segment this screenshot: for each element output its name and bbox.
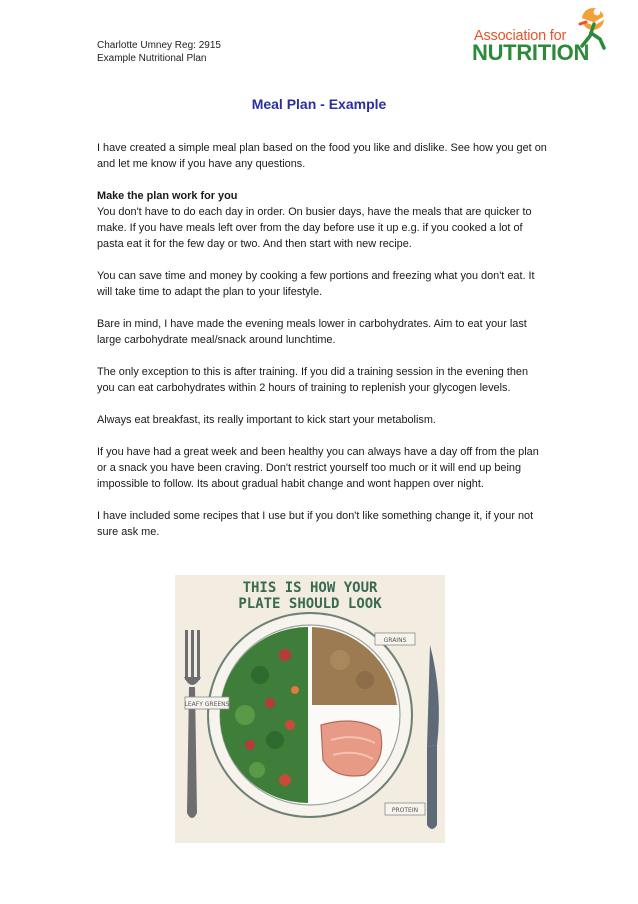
header-info <box>97 39 221 65</box>
intro-paragraph: I have created a simple meal plan based on the food you like and dislike. See how you get on and let me know if you have any questions. <box>97 142 547 170</box>
recipes-paragraph: I have included some recipes that I use but if you don't like something change it, if your not sure ask me. <box>97 510 534 538</box>
grains-label: GRAINS <box>383 637 407 644</box>
page-title: Meal Plan - Example <box>251 96 387 112</box>
logo-text-top: Association for <box>474 28 567 44</box>
greens-label: LEAFY GREENS <box>184 701 230 708</box>
plate-svg <box>175 575 445 843</box>
save-time-paragraph: You can save time and money by cooking a few portions and freezing what you don't eat. It will take time to adapt the plan to your lifestyle. <box>97 270 535 298</box>
document-body <box>97 140 547 556</box>
banner-line-1: THIS IS HOW YOUR <box>242 580 378 596</box>
plan-tips-paragraph: You don't have to do each day in order. On busier days, have the meals that are quicker to make. If you have meals left over from the day before use it up e.g. if you cooked a lot of pasta eat it for the few day or two. And then start with new recipe. <box>97 206 532 250</box>
protein-label: PROTEIN <box>391 807 419 814</box>
protein-section <box>321 721 382 776</box>
plate-illustration <box>175 575 445 843</box>
author-line: Charlotte Umney Reg: 2915 <box>97 40 221 51</box>
section-heading: Make the plan work for you <box>97 190 238 202</box>
evening-meals-paragraph: Bare in mind, I have made the evening meals lower in carbohydrates. Aim to eat your last large carbohydrate meal/snack around lunchtime. <box>97 318 527 346</box>
association-for-nutrition-logo <box>470 6 610 65</box>
logo-text-bottom: NUTRITION <box>472 40 590 65</box>
training-paragraph: The only exception to this is after training. If you did a training session in the evening then you can eat carbohydrates within 2 hours of training to replenish your glycogen levels. <box>97 366 529 394</box>
day-off-paragraph: If you have had a great week and been healthy you can always have a day off from the plan or a snack you have been craving. Don't restrict yourself too much or it will end up being impossible to follow. Its about gradual habit change and wont happen over night. <box>97 446 539 490</box>
document-line: Example Nutritional Plan <box>97 53 207 64</box>
plan-tips-section <box>97 188 547 252</box>
breakfast-paragraph: Always eat breakfast, its really important to kick start your metabolism. <box>97 414 436 426</box>
banner-line-2: PLATE SHOULD LOOK <box>238 596 382 612</box>
